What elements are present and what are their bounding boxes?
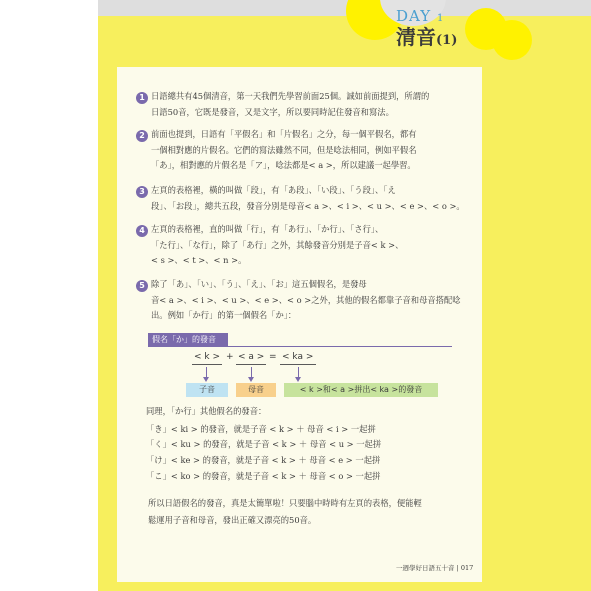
title-suffix: (1) — [436, 33, 458, 48]
text-line: 段」、「お段」，總共五段，發音分別是母音< a >、< i >、< u >、< e >、< o >。 — [151, 200, 465, 211]
text-line: 左頁的表格裡，直的叫做「行」，有「あ行」、「か行」、「さ行」、 — [151, 224, 384, 234]
closing-line: 鬆運用子音和母音，發出正確又漂亮的50音。 — [148, 515, 317, 525]
text-line: 「た行」、「な行」，除了「あ行」之外，其餘發音分別是子音< k >、 — [151, 239, 404, 250]
paragraph-text — [151, 183, 466, 214]
equation-consonant: < k > — [194, 352, 221, 362]
text-line: 「あ」，相對應的片假名是「ア」，唸法都是< a >，所以建議一起學習。 — [151, 160, 416, 170]
paragraph-text — [151, 222, 466, 269]
text-line: 前面也提到，日語有「平假名」和「片假名」之分，每一個平假名，都有 — [151, 129, 417, 139]
day-number: 1 — [436, 13, 445, 24]
example-heading: 假名「か」的發音 — [148, 333, 228, 346]
text-line: 日語50音，它既是發音，又是文字，所以要同時記住發音和寫法。 — [151, 106, 394, 117]
equation-equals: = — [269, 352, 277, 362]
number-badge: 1 — [136, 92, 148, 104]
followup-row: 「け」< ke > 的發音，就是子音 < k > ＋ 母音 < e > 一起拼 — [146, 455, 381, 465]
top-band — [98, 0, 591, 16]
underline — [280, 364, 316, 365]
consonant-tag: 子音 — [186, 383, 228, 397]
number-badge: 3 — [136, 186, 148, 198]
text-line: 出。例如「か行」的第一個假名「か」： — [151, 310, 297, 320]
text-line: 一個相對應的片假名。它們的寫法雖然不同，但是唸法相同，例如平假名 — [151, 144, 417, 155]
equation-plus: + — [226, 352, 234, 362]
paragraph-text — [151, 89, 466, 120]
text-line: < s >、< t >、< n >。 — [151, 255, 247, 265]
decor-circle — [492, 20, 532, 60]
followup-intro: 同理，「か行」其他假名的發音： — [146, 406, 267, 416]
title-text: 清音 — [396, 25, 436, 49]
number-badge: 2 — [136, 130, 148, 142]
text-line: 日語總共有45個清音，第一天我們先學習前面25個。誠如前面提到，所謂的 — [151, 91, 430, 101]
text-line: 左頁的表格裡，橫的叫做「段」，有「あ段」、「い段」、「う段」、「え — [151, 185, 396, 195]
arrow-down-icon — [295, 377, 301, 382]
number-badge: 5 — [136, 280, 148, 292]
page-title — [396, 21, 457, 50]
paragraph-text — [151, 277, 466, 324]
text-line: 音< a >、< i >、< u >、< e >、< o >之外，其他的假名都靠子音和母音搭配唸 — [151, 294, 461, 305]
arrow-down-icon — [248, 377, 254, 382]
text-line: 除了「あ」、「い」、「う」、「え」、「お」這五個假名，是發母 — [151, 279, 367, 289]
vowel-tag: 母音 — [236, 383, 276, 397]
underline — [236, 364, 266, 365]
result-tag: < k >和< a >拼出< ka >的發音 — [284, 383, 438, 397]
page-footer: 一週學好日語五十音 | 017 — [396, 564, 474, 572]
followup-row: 「こ」< ko > 的發音，就是子音 < k > ＋ 母音 < o > 一起拼 — [146, 471, 381, 481]
day-text: DAY — [396, 7, 432, 25]
equation-result: < ka > — [282, 352, 314, 362]
example-divider — [148, 346, 452, 347]
followup-row: 「く」< ku > 的發音，就是子音 < k > ＋ 母音 < u > 一起拼 — [146, 439, 382, 449]
underline — [192, 364, 222, 365]
closing-line: 所以日語假名的發音，真是太簡單啦！只要腦中時時有左頁的表格，便能輕 — [148, 498, 422, 508]
paragraph-text — [151, 127, 466, 174]
followup-row: 「き」< ki > 的發音，就是子音 < k > ＋ 母音 < i > 一起拼 — [146, 424, 376, 434]
equation-vowel: < a > — [238, 352, 265, 362]
arrow-down-icon — [203, 377, 209, 382]
number-badge: 4 — [136, 225, 148, 237]
